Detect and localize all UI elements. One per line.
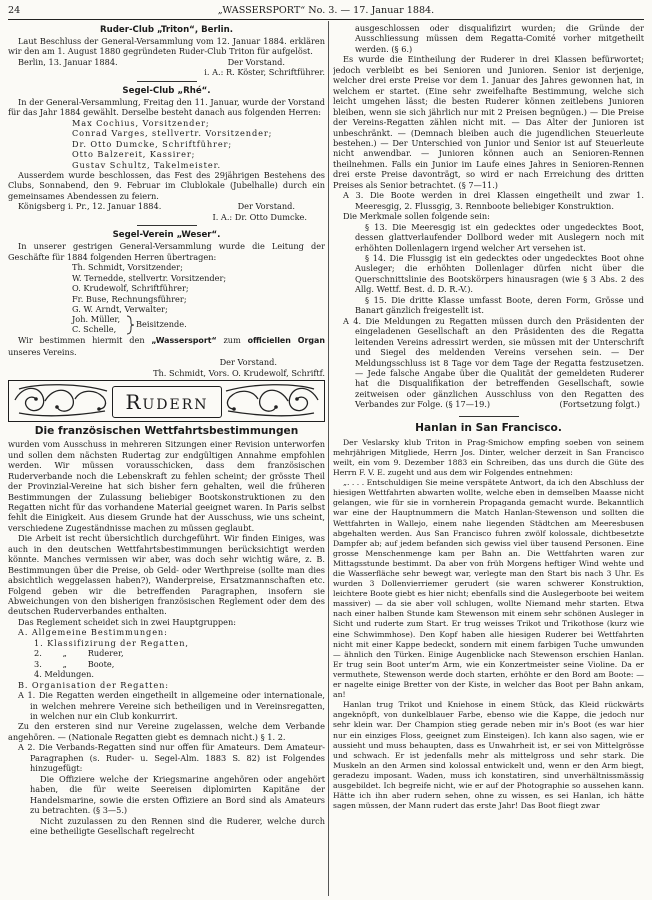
weser-assessor-label: Beisitzende. xyxy=(136,319,187,330)
rudern-banner xyxy=(8,380,325,422)
page-number: 24 xyxy=(8,5,21,16)
french-paragraph: Das Reglement scheidet sich in zwei Hauptgruppen: xyxy=(18,616,237,627)
weser-heading: Segel-Verein „Weser“. xyxy=(112,230,221,241)
rhe-board: Der Vorstand. xyxy=(237,201,295,212)
weser-assessors xyxy=(8,314,325,335)
paragraph-13: § 13. Die Meeresgig ist ein gedecktes oder ungedecktes Boot, dessen glattverlaufender Dollbord weder mit Auslegern noch mit erhöhten Dollenlagern irgend welcher Art versehen ist. xyxy=(355,221,644,253)
triton-board: Der Vorstand. xyxy=(227,56,285,67)
rule-a3: A 3. Die Boote werden in drei Klassen eingetheilt und zwar 1. Meeresgig, 2. Flussgig, 3. Rennboote beliebiger Konstruktion. xyxy=(343,190,644,211)
weser-body: Wir bestimmen hiermit den „Wassersport“ zum officiellen Organ unseres Vereins. xyxy=(8,335,325,357)
section-rule xyxy=(459,416,519,417)
section-rule xyxy=(137,81,197,82)
rhe-heading: Segel-Club „Rhé“. xyxy=(122,85,211,96)
french-heading: Die französischen Wettfahrtsbestimmungen xyxy=(34,425,299,438)
brace-icon xyxy=(126,315,134,335)
rule-a4: A 4. Die Meldungen zu Regatten müssen durch den Präsidenten der eingeladenen Gesellschaft an den Präsidenten des die Regatta leitenden Vereins adressirt werden, sie müssen mit der Unterschrift und Siegel des meldenden Vereins versehen sein. — Der Meldungsschluss ist 8 Tage vor dem Tage der Regatta festzusetzen. — Jede falsche Angabe über die Qualität der gemeldeten Ruderer hat die Disqualifikation der betreffenden Gesellschaft, sowie zeitweisen oder gänzlichen Ausschluss von den Regatten des Verbandes zur Folge. (§ 17—19.) xyxy=(343,315,644,410)
rhe-signer: I. A.: Dr. Otto Dumcke. xyxy=(212,211,307,222)
rhe-intro: In der General-Versammlung, Freitag den 11. Januar, wurde der Vorstand für das Jahr 1884 gewählt. Derselbe besteht danach aus folgenden Herren: xyxy=(8,96,325,118)
weser-member: W. Ternedde, stellvertr. Vorsitzender; xyxy=(72,272,227,283)
rhe-member: Dr. Otto Dumcke, Schriftführer; xyxy=(72,138,233,149)
weser-member: O. Krudewolf, Schriftführer; xyxy=(72,283,189,294)
french-group-a-item: 2. „ Ruderer, xyxy=(34,648,124,659)
triton-place-date: Berlin, 13. Januar 1884. xyxy=(18,56,118,67)
paragraph-14: § 14. Die Flussgig ist ein gedecktes oder ungedecktes Boot ohne Ausleger; die erhöhten Dollenlager dürfen nicht über die Querschnittslinie des Bootskörpers hinausragen (wie § 3 Abs. 2 des Allg. Wettf. Best. d. D. R.-V.). xyxy=(355,252,644,295)
french-rule-a2-text: Die Offiziere welche der Kriegsmarine angehören oder angehört haben, die für weite Seereisen diplomirten Kapitäne der Handelsmarine, sowie die ersten Offiziere an Bord sind als Amateurs zu betrachten. (§ 3—5.) xyxy=(30,773,325,816)
french-rule-a2: A 2. Die Verbands-Regatten sind nur offen für Amateurs. Dem Amateur-Paragraphen (s. Ruder- u. Segel-Alm. 1883 S. 82) ist Folgendes hinzugefügt: xyxy=(18,742,325,774)
weser-board: Der Vorstand. xyxy=(219,357,277,368)
marks-intro: Die Merkmale sollen folgende sein: xyxy=(343,211,490,222)
banner-title: Rudern xyxy=(112,386,222,418)
rhe-member: Max Cochius, Vorsitzender; xyxy=(72,117,210,128)
page-header xyxy=(8,3,644,18)
rhe-signature-row xyxy=(8,201,325,211)
french-group-a: A. Allgemeine Bestimmungen: xyxy=(18,627,168,638)
classes-paragraph: Es wurde die Eintheilung der Ruderer in drei Klassen befürwortet; jedoch verbleibt es bei Senioren und Junioren. Senior ist derjenige, welcher drei erste Preise vor dem 1. Januar des Jahres gewonnen hat, in welchem er startet. (Eine sehr zweifelhafte Bestimmung, welche sich leicht umgehen lässt; die besten Ruderer können zeitlebens Junioren bleiben, wenn sie sich jährlich nur mit 2 Preisen begnügen.) — Die Preise der Vereins-Regatten zählen nicht mit. — Das Alter der Junioren ist unbeschränkt. — (Demnach bleiben auch die jugendlichen Steuerleute bestehen.) — Der Unterschied von Junior und Senior ist auf Steuerleute nicht anwendbar. — Junioren können auch an Senioren-Rennen theilnehmen. Falls ein Junior im Laufe eines Jahres in Senioren-Rennen drei erste Preise davonträgt, so wird er nach Erreichung des dritten Preises als Senior betrachtet. (§ 7—11.) xyxy=(333,54,644,190)
weser-intro: In unserer gestrigen General-Versammlung wurde die Leitung der Geschäfte für 1884 folgenden Herren übertragen: xyxy=(8,241,325,262)
hanlan-paragraph: Der Veslarsky klub Triton in Prag-Smichow empfing soeben von seinem mehrjährigen Mitgliede, Herrn Jos. Dinter, welcher derzeit in San Francisco weilt, ein vom 9. Dezember 1883 ein Schreiben, das uns durch die Güte des Herrn F. V. E. zugeht und aus dem wir Folgendes entnehmen: xyxy=(333,437,644,478)
right-column xyxy=(333,23,644,896)
french-group-a-item: 3. „ Boote, xyxy=(34,658,115,669)
rhe-body: Ausserdem wurde beschlossen, das Fest des 29jährigen Bestehens des Clubs, Sonnabend, den 9. Februar im Clublokale (Jubelhalle) durch ein gemeinsames Abendessen zu feiern. xyxy=(8,169,325,201)
hanlan-paragraph: Hanlan trug Trikot und Kniehose in einem Stück, das Kleid rückwärts angeknöpft, von dunkelblauer Farbe, ebenso wie die Kappe, die jedoch nur sehr klein war. Der Champion stieg gerade neben mir in's Boot (es war hier nur ein einziges Floss, geeignet zum Einsteigen). Ich kann also sagen, wie er aussieht und muss behaupten, dass es Unwahrheit ist, er sei von Mittelgrösse und schwach. Er ist jedenfalls mehr als mittelgross und sehr stark. Die Muskeln an den Armen sind kolossal entwickelt und, wenn er den Arm biegt, geradezu imposant. Waden, muss ich konstatiren, sind unverhältnissmässig ausgebildet. Ich begreife nicht, wie er auf der Photographie so aussehen kann. Hätte ich ihn aber rudern sehen, ohne zu wissen, es sei Hanlan, ich hätte sagen müssen, der Mann rudert das erste Jahr! Das Boot fliegt zwar xyxy=(333,700,644,811)
continued-note: (Fortsetzung folgt.) xyxy=(559,399,640,410)
french-paragraph: wurden vom Ausschuss in mehreren Sitzungen einer Revision unterworfen und sollen dem nächsten Rudertag zur endgültigen Annahme empfohlen werden. Wir müssen vorausschicken, dass dem französischen Ruderverbande noch die Lebenskraft zu fehlen scheint; der grösste Theil der Provinzial-Vereine hat sich bisher fern gehalten, weil die früheren Bestimmungen der Zulassung beliebiger Bootskonstruktionen zu den Regatten nicht für das vorhandene Material geeignet waren. In Paris selbst fehlt die Einigkeit. Aus diesem Grunde hat der Ausschuss, wie uns scheint, verschiedene Zugeständnisse machen zu müssen geglaubt. xyxy=(8,439,325,533)
french-group-a-item: 4. Meldungen. xyxy=(34,669,95,680)
weser-member: G. W. Arndt, Verwalter; xyxy=(72,303,168,314)
rhe-member: Gustav Schultz, Takelmeister. xyxy=(72,159,221,170)
hanlan-paragraph: „. . . . Entschuldigen Sie meine verspätete Antwort, da ich den Abschluss der hiesigen Wettfahrten abwarten wollte, welche eben in demselben Maasse nicht gelangen, wie für sie in vornherein Propaganda gemacht wurde. Bekanntlich war eine der Hauptnummern die Match Hanlan-Stewenson und sollten die Wettfahrten in Wallejo, einem nahe liegenden Städtchen am Meeresbusen abgehalten werden. Aus San Francisco fuhren zwölf kolossale, dichtbesetzte Dampfer ab; auf jedem befanden sich gewiss viel über tausend Personen. Eine grosse Menschenmenge kam per Bahn an. Die Wettfahrten waren zur Mittagsstunde bestimmt. Da aber von früh Morgens heftiger Wind wehte und die Wasserfläche sehr bewegt war, verlegte man den Start bis nach 3 Uhr. Es wurden 3 Dollenvierriemer gerudert (sie waren schwerer Konstruktion, leichtere Boote giebt es hier nicht; ebenfalls sind die Auslegerboote bei weitem massiver) — da sie aber voll schlugen, wollte Niemand mehr starten. Etwa nach einer halben Stunde kam Stewenson mit einem sehr schönen Ausleger in Sicht und ruderte zum Start. Er trug weisses Trikot und Trikothose (kurz wie eine Schwimmhose). Den Kopf haben alle hiesigen Ruderer bei Wettfahrten nicht mit einer Kappe bedeckt, sondern mit einem farbigen Tuche umwunden — ähnlich den Türken. Einige Augenblicke nach Stewenson erschien Hanlan. Er trug sein Boot unter'm Arm, wie ein Konzertmeister seine Violine. Da er vermuthete, Stewenson werde doch starten, erhöhte er den Bord am Boote: — er nagelte einige Bretter von der Kiste, in welcher das Boot per Bahn ankam, an! xyxy=(333,478,644,700)
section-rule xyxy=(137,225,197,226)
left-column xyxy=(8,23,325,896)
page-title: „WASSERSPORT“ No. 3. — 17. Januar 1884. xyxy=(217,5,435,16)
french-paragraph: Zu den ersteren sind nur Vereine zugelassen, welche dem Verbande angehören. — (Nationale Regatten giebt es demnach nicht.) § 1. 2. xyxy=(8,721,325,742)
weser-member: Fr. Buse, Rechnungsführer; xyxy=(72,293,187,304)
header-rule xyxy=(8,19,644,20)
weser-assessor: C. Schelle, xyxy=(72,324,117,335)
french-paragraph: Die Arbeit ist recht übersichtlich durchgeführt. Wir finden Einiges, was auch in den deutschen Wettfahrtsbestimmungen berücksichtigt werden könnte. Manches vermissen wir aber, was doch sehr wichtig wäre, z. B. Bestimmungen über die Preise, ob Geld- oder Werthpreise (sollte man dies absichtlich weggelassen haben?), Wanderpreise, Ersatzmannschaften etc. Folgend geben wir die betreffenden Paragraphen, insofern sie Abweichungen von den bisherigen französischen Reglement oder dem des deutschen Ruderverbandes enthalten. xyxy=(8,533,325,617)
paragraph-15: § 15. Die dritte Klasse umfasst Boote, deren Form, Grösse und Banart gänzlich freigestellt ist. xyxy=(355,294,644,316)
french-rule-a1: A 1. Die Regatten werden eingetheilt in allgemeine oder internationale, in welchen mehrere Vereine sich betheiligen und in Vereinsregatten, in welchen nur ein Club konkurrirt. xyxy=(18,690,325,722)
rhe-member: Conrad Varges, stellvertr. Vorsitzender; xyxy=(72,128,273,139)
rhe-member: Otto Balzereit, Kassirer; xyxy=(72,149,196,160)
french-group-a-item: 1. Klassifizirung der Regatten, xyxy=(34,637,189,648)
weser-assessor: Joh. Müller, xyxy=(72,314,121,325)
triton-body: Laut Beschluss der General-Versammlung vom 12. Januar 1884. erklären wir den am 1. August 1880 gegründeten Ruder-Club Triton für aufgelöst. xyxy=(8,36,325,57)
triton-signature-row xyxy=(8,57,325,67)
hanlan-heading: Hanlan in San Francisco. xyxy=(415,421,562,434)
rhe-place-date: Königsberg i. Pr., 12. Januar 1884. xyxy=(18,201,162,212)
french-rule-a2-text: Nicht zuzulassen zu den Rennen sind die Ruderer, welche durch eine betheiligte Gesellschaft regelrecht xyxy=(30,815,325,836)
french-group-b: B. Organisation der Regatten: xyxy=(18,679,169,690)
column-divider xyxy=(328,21,329,896)
triton-signer: i. A.: R. Köster, Schriftführer. xyxy=(204,67,325,78)
weser-signer: Th. Schmidt, Vors. O. Krudewolf, Schriftf. xyxy=(153,367,325,378)
rule-continuation: ausgeschlossen oder disqualifizirt wurden; die Gründe der Ausschliessung müssen dem Regatta-Comité vorher mitgetheilt werden. (§ 6.) xyxy=(355,23,644,54)
triton-heading: Ruder-Club „Triton“, Berlin. xyxy=(100,25,233,35)
weser-member: Th. Schmidt, Vorsitzender; xyxy=(72,262,183,273)
